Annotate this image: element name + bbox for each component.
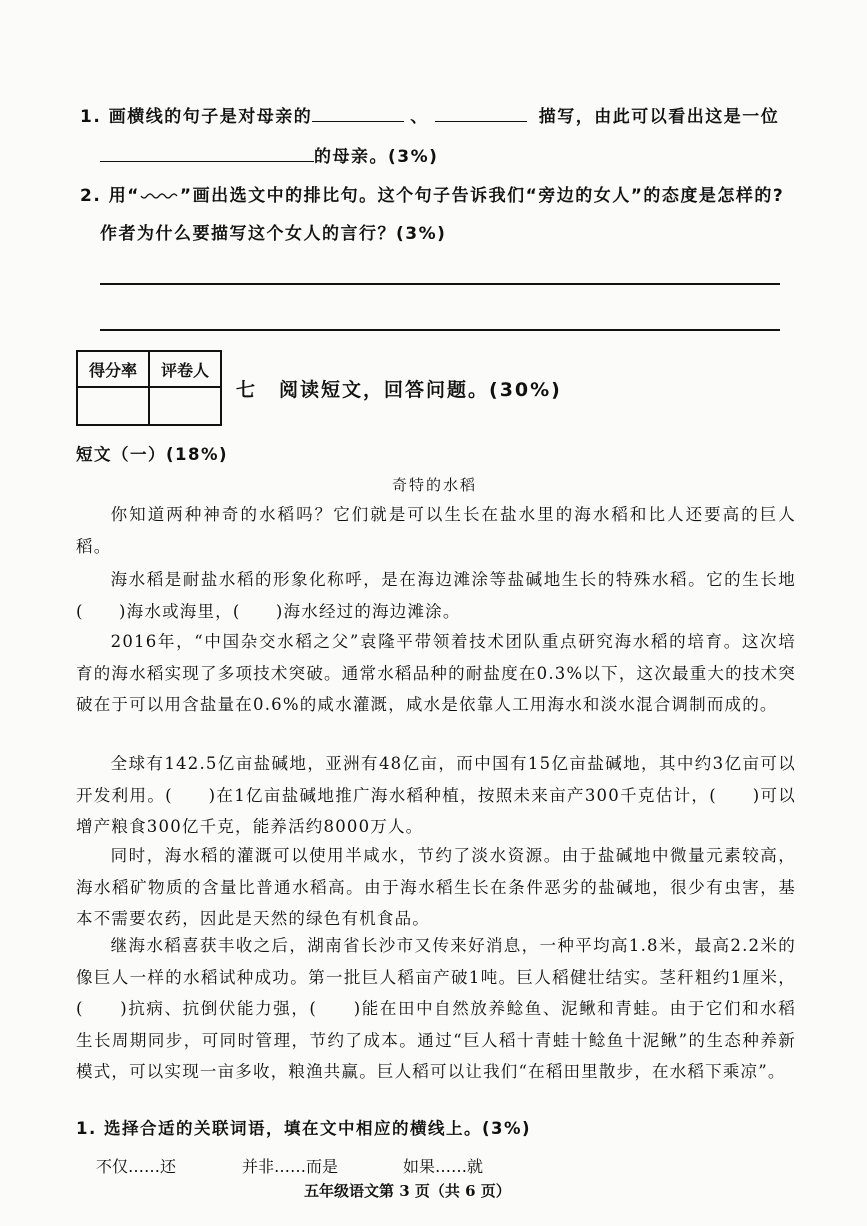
answer-line[interactable]	[100, 329, 780, 331]
answer-blank[interactable]	[435, 105, 527, 122]
question-2-line-1: 2. 用“ ”画出选文中的排比句。这个句子告诉我们“旁边的女人”的态度是怎样的?	[80, 186, 785, 206]
option-1[interactable]: 不仅……还	[96, 1157, 177, 1176]
passage-title: 奇特的水稻	[392, 476, 478, 494]
page-footer: 五年级语文第 3 页（共 6 页）	[304, 1182, 511, 1200]
score-rate-cell[interactable]	[77, 387, 149, 425]
grader-header: 评卷人	[149, 351, 221, 387]
question-3: 1. 选择合适的关联词语，填在文中相应的横线上。(3%)	[76, 1119, 532, 1138]
option-2[interactable]: 并非……而是	[242, 1157, 339, 1176]
passage-paragraph: 继海水稻喜获丰收之后，湖南省长沙市又传来好消息，一种平均高1.8米，最高2.2米的像巨人一样的水稻试种成功。第一批巨人稻亩产破1吨。巨人稻健壮结实。茎秆粗约1厘米，( )抗病、抗倒伏能力强，( )能在田中自然放养鲶鱼、泥鳅和青蛙。由于它们和水稻生长周期同步，可同时管理，节约了成本。通过“巨人稻十青蛙十鲶鱼十泥鳅”的生态种养新模式，可以实现一亩多收，粮渔共赢。巨人稻可以让我们“在稻田里散步，在水稻下乘凉”。	[76, 936, 796, 1081]
option-3[interactable]: 如果……就	[403, 1157, 484, 1176]
question-2-line-2: 作者为什么要描写这个女人的言行？(3%)	[100, 224, 447, 244]
answer-blank[interactable]	[312, 105, 404, 122]
question-1-line-1: 1. 画横线的句子是对母亲的 、 描写，由此可以看出这是一位	[80, 107, 780, 127]
score-rate-header: 得分率	[77, 351, 149, 387]
passage-paragraph: 你知道两种神奇的水稻吗？它们就是可以生长在盐水里的海水稻和比人还要高的巨人稻。	[76, 505, 796, 556]
passage-paragraph: 海水稻是耐盐水稻的形象化称呼，是在海边滩涂等盐碱地生长的特殊水稻。它的生长地( )海水或海里，( )海水经过的海边滩涂。	[76, 570, 796, 621]
passage-paragraph: 2016年，“中国杂交水稻之父”袁隆平带领着技术团队重点研究海水稻的培育。这次培育的海水稻实现了多项技术突破。通常水稻品种的耐盐度在0.3%以下，这次最重大的技术突破在于可以用含盐量在0.6%的咸水灌溉，咸水是依靠人工用海水和淡水混合调制而成的。	[76, 632, 796, 714]
score-table	[76, 350, 222, 426]
grader-cell[interactable]	[149, 387, 221, 425]
passage-heading: 短文（一）(18%)	[76, 445, 229, 464]
answer-blank[interactable]	[100, 145, 314, 162]
passage-paragraph: 全球有142.5亿亩盐碱地，亚洲有48亿亩，而中国有15亿亩盐碱地，其中约3亿亩可以开发利用。( )在1亿亩盐碱地推广海水稻种植，按照未来亩产300千克估计，( )可以增产粮食300亿千克，能养活约8000万人。	[76, 754, 796, 836]
wavy-underline-icon	[140, 191, 180, 201]
section-heading: 七 阅读短文，回答问题。(30%)	[236, 379, 562, 401]
question-1-line-2: 的母亲。(3%)	[100, 142, 438, 167]
answer-line[interactable]	[100, 283, 780, 285]
passage-paragraph: 同时，海水稻的灌溉可以使用半咸水，节约了淡水资源。由于盐碱地中微量元素较高，海水稻矿物质的含量比普通水稻高。由于海水稻生长在条件恶劣的盐碱地，很少有虫害，基本不需要农药，因此是天然的绿色有机食品。	[76, 846, 796, 928]
